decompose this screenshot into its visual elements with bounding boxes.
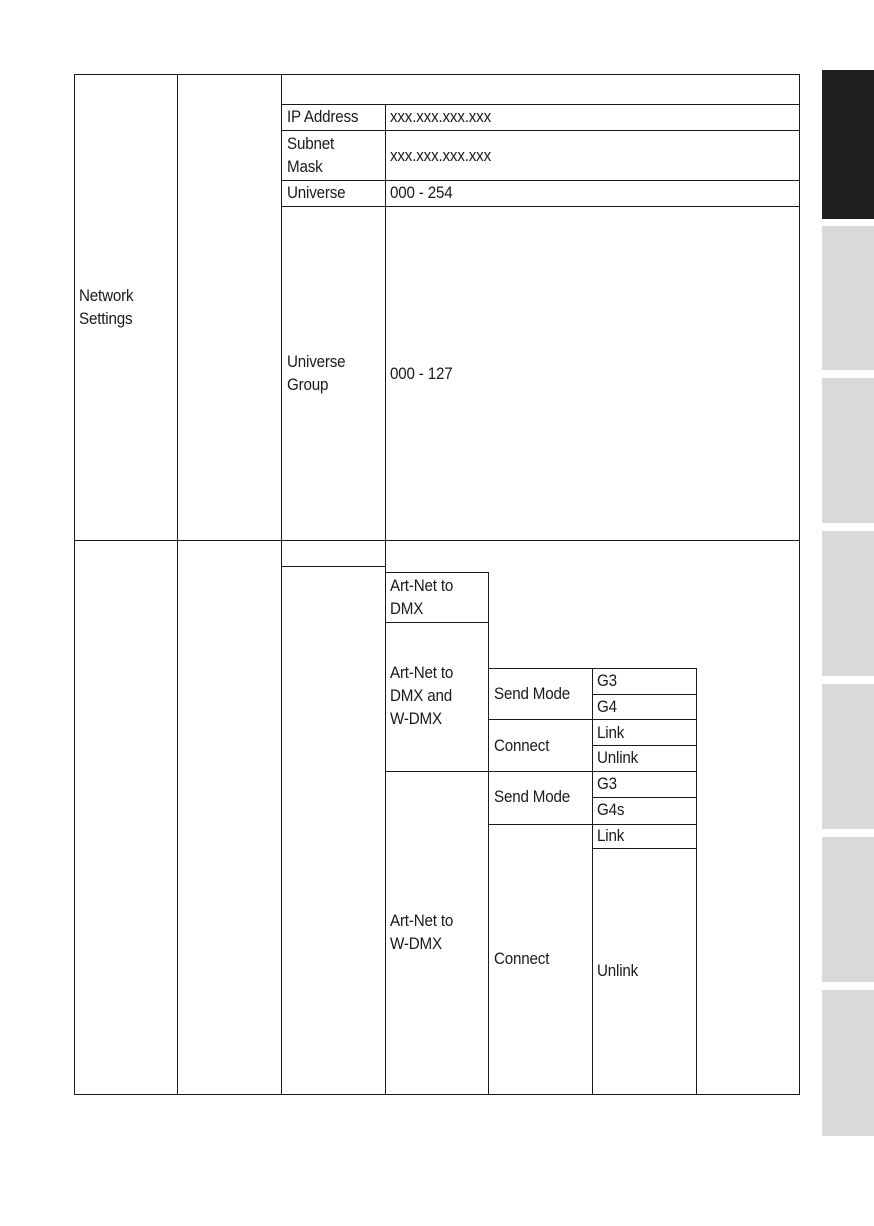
wdmx-link-option: Link: [597, 827, 625, 845]
wdmx-connect-label: Connect: [494, 950, 550, 968]
wdmx-g3-option: G3: [597, 775, 617, 793]
universe-group-value: 000 - 127: [390, 365, 453, 383]
network-settings-label: Network Settings: [79, 287, 134, 328]
side-tab-4[interactable]: [822, 531, 874, 676]
section2-level1-blank-cell: [74, 540, 178, 1095]
dmx-wdmx-send-mode-label: Send Mode: [494, 685, 570, 703]
ip-address-label: IP Address: [287, 108, 359, 126]
dmx-wdmx-connect-label: Connect: [494, 737, 550, 755]
wdmx-send-mode-label: Send Mode: [494, 788, 570, 806]
wdmx-unlink-option: Unlink: [597, 962, 639, 980]
universe-group-label: Universe Group: [287, 353, 346, 394]
side-tab-6[interactable]: [822, 837, 874, 982]
dmx-wdmx-link-option: Link: [597, 724, 625, 742]
side-tab-2[interactable]: [822, 226, 874, 370]
artnet-to-dmx-label: Art-Net to DMX: [390, 577, 454, 618]
universe-label: Universe: [287, 184, 346, 202]
dmx-wdmx-unlink-option: Unlink: [597, 749, 639, 767]
ip-address-value: xxx.xxx.xxx.xxx: [390, 108, 491, 126]
universe-value: 000 - 254: [390, 184, 453, 202]
side-tab-7[interactable]: [822, 990, 874, 1136]
artnet-to-dmx-wdmx-label: Art-Net to DMX and W-DMX: [390, 664, 454, 728]
network-empty-level2-cell: [177, 74, 282, 541]
network-header-blank-row: [281, 74, 800, 105]
side-tab-1-active[interactable]: [822, 70, 874, 219]
section2-level3-blank-cell: [281, 566, 386, 1095]
section2-level3-top-blank-cell: [281, 540, 386, 567]
dmx-wdmx-g4-option: G4: [597, 698, 617, 716]
side-tab-5[interactable]: [822, 684, 874, 829]
subnet-mask-value: xxx.xxx.xxx.xxx: [390, 147, 491, 165]
side-tab-3[interactable]: [822, 378, 874, 523]
wdmx-g4s-option: G4s: [597, 801, 625, 819]
section2-level2-blank-cell: [177, 540, 282, 1095]
dmx-wdmx-g3-option: G3: [597, 672, 617, 690]
subnet-mask-label: Subnet Mask: [287, 135, 335, 176]
artnet-to-wdmx-label: Art-Net to W-DMX: [390, 912, 454, 953]
